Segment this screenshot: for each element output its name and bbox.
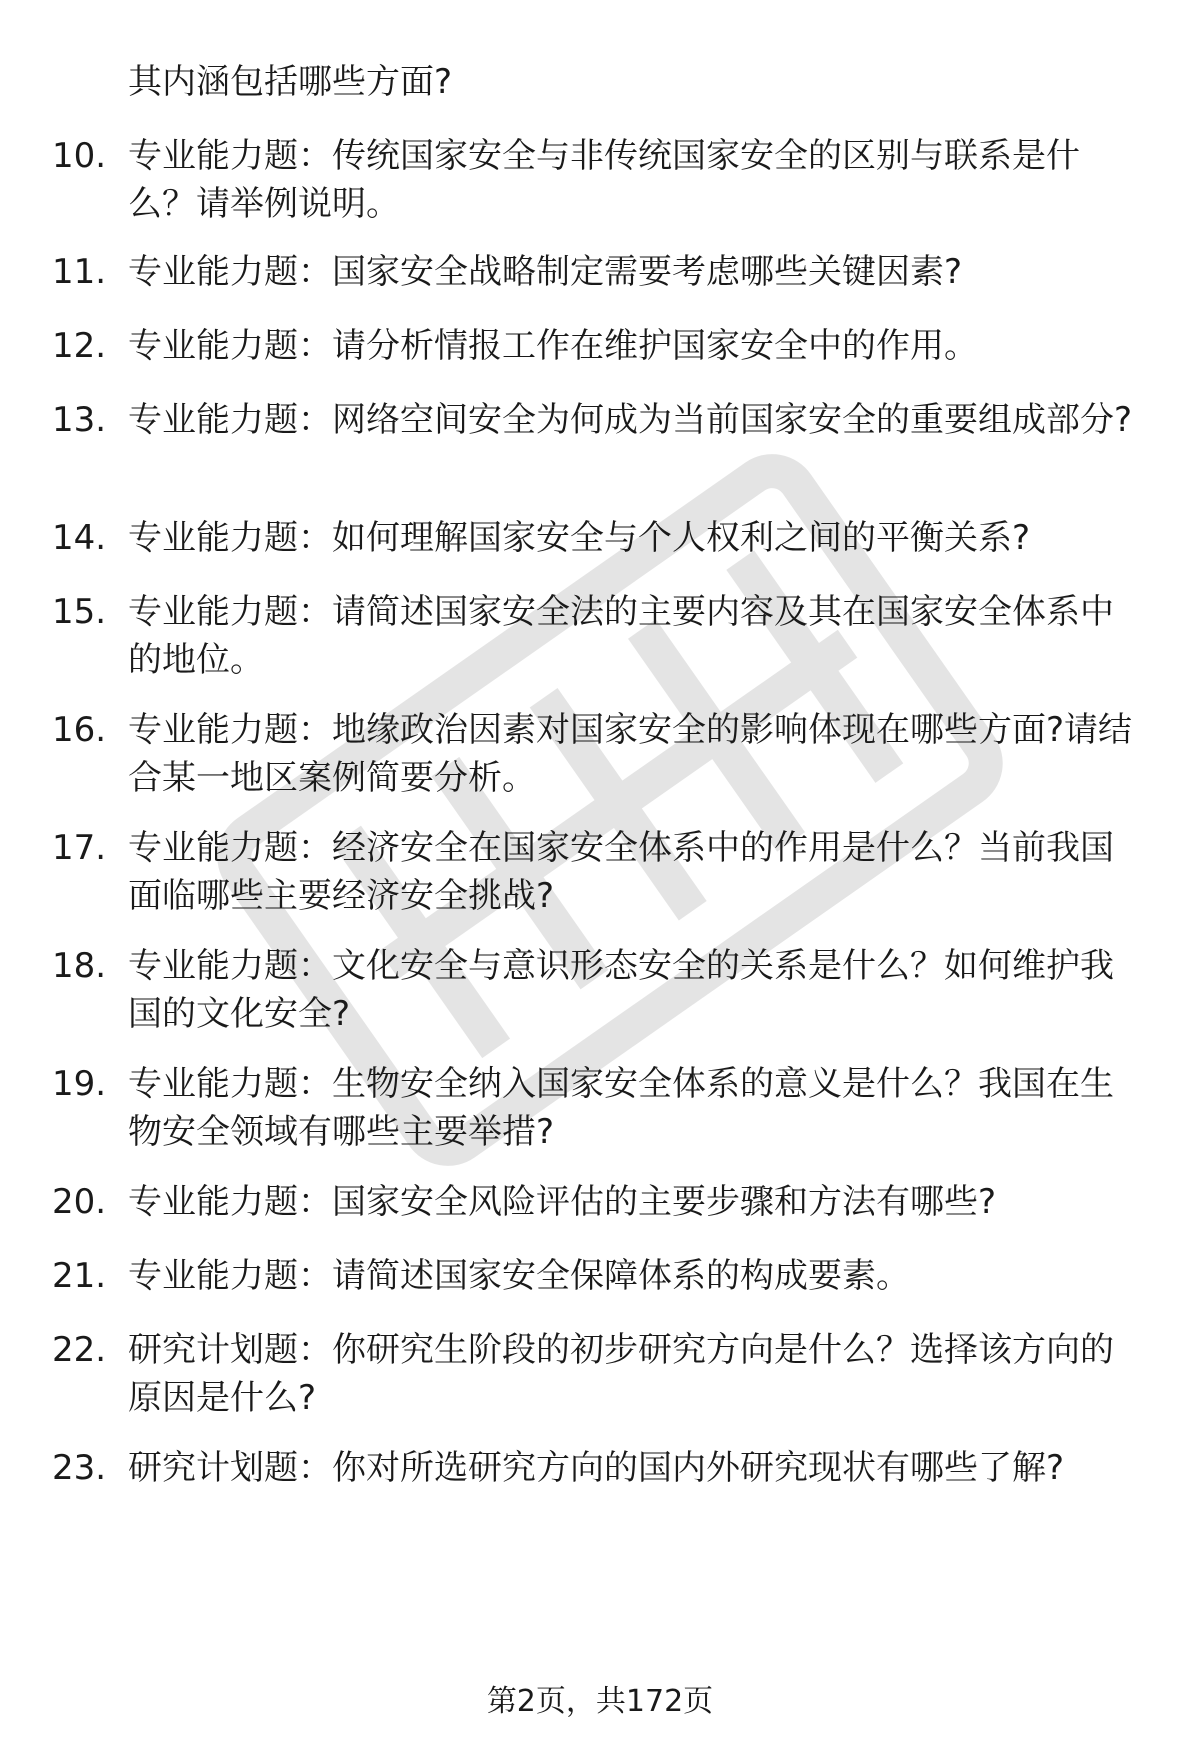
question-number: 20. <box>52 1182 107 1222</box>
question-text: 研究计划题：你对所选研究方向的国内外研究现状有哪些了解? <box>128 1448 1065 1488</box>
question-text: 专业能力题：如何理解国家安全与个人权利之间的平衡关系? <box>128 518 1031 558</box>
question-text: 专业能力题：生物安全纳入国家安全体系的意义是什么？我国在生物安全领域有哪些主要举措? <box>128 1064 1114 1152</box>
question-number: 21. <box>52 1256 107 1296</box>
question-text: 专业能力题：请分析情报工作在维护国家安全中的作用。 <box>128 326 978 366</box>
question-text: 专业能力题：传统国家安全与非传统国家安全的区别与联系是什么？请举例说明。 <box>128 136 1080 224</box>
question-number: 11. <box>52 252 107 292</box>
question-text: 专业能力题：请简述国家安全法的主要内容及其在国家安全体系中的地位。 <box>128 592 1114 680</box>
question-text: 专业能力题：经济安全在国家安全体系中的作用是什么？当前我国面临哪些主要经济安全挑战? <box>128 828 1114 916</box>
question-text: 专业能力题：网络空间安全为何成为当前国家安全的重要组成部分? <box>128 400 1133 440</box>
question-number: 23. <box>52 1448 107 1488</box>
question-number: 15. <box>52 592 107 632</box>
question-number: 17. <box>52 828 107 868</box>
question-number: 19. <box>52 1064 107 1104</box>
question-number: 16. <box>52 710 107 750</box>
question-text: 专业能力题：请简述国家安全保障体系的构成要素。 <box>128 1256 910 1296</box>
question-number: 12. <box>52 326 107 366</box>
page-footer: 第2页，共172页 <box>486 1684 714 1719</box>
question-text: 专业能力题：文化安全与意识形态安全的关系是什么？如何维护我国的文化安全? <box>128 946 1114 1034</box>
question-text: 研究计划题：你研究生阶段的初步研究方向是什么？选择该方向的原因是什么? <box>128 1330 1114 1418</box>
continuation-line: 其内涵包括哪些方面? <box>128 62 453 102</box>
question-number: 14. <box>52 518 107 558</box>
question-number: 18. <box>52 946 107 986</box>
question-number: 13. <box>52 400 107 440</box>
question-text: 专业能力题：国家安全风险评估的主要步骤和方法有哪些? <box>128 1182 997 1222</box>
question-number: 22. <box>52 1330 107 1370</box>
question-text: 专业能力题：地缘政治因素对国家安全的影响体现在哪些方面?请结合某一地区案例简要分析。 <box>128 710 1133 798</box>
question-number: 10. <box>52 136 107 176</box>
question-text: 专业能力题：国家安全战略制定需要考虑哪些关键因素? <box>128 252 963 292</box>
